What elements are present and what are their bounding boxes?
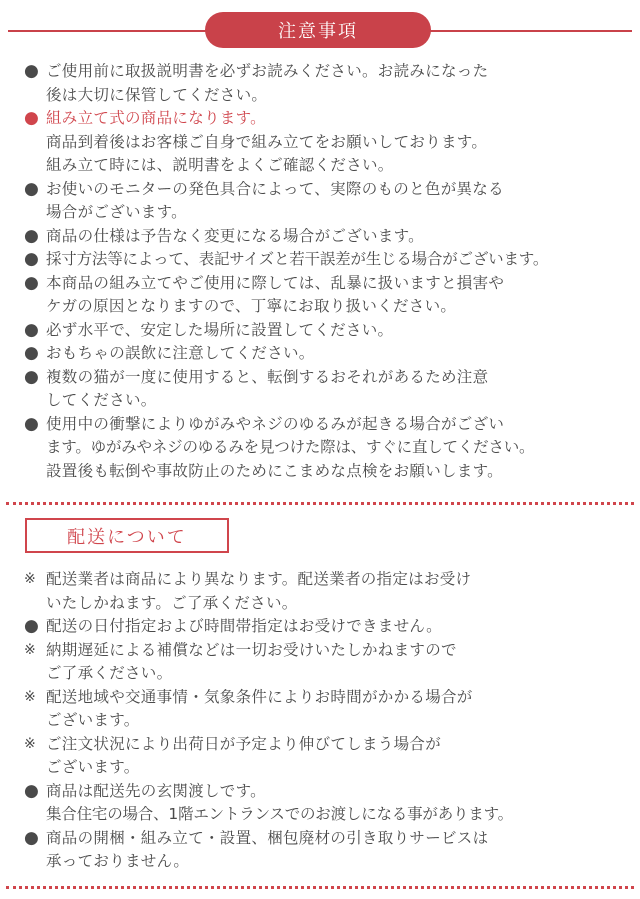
- bullet-icon: ●: [24, 366, 40, 387]
- list-item: ● 使用中の衝撃によりゆがみやネジのゆるみが起きる場合がござい ます。ゆがみやネジのゆるみを見つけた際は、すぐに直してください。 設置後も転倒や事故防止のためにこまめな点検をお願いします。: [24, 413, 535, 480]
- list-item: ● お使いのモニターの発色具合によって、実際のものと色が異なる 場合がございます。: [24, 178, 504, 221]
- list-item: ※ 配送地域や交通事情・気象条件によりお時間がかかる場合が ございます。: [24, 687, 473, 729]
- bullet-icon: ●: [24, 225, 40, 246]
- note-icon: ※: [24, 641, 37, 658]
- list-item: ● 本商品の組み立てやご使用に際しては、乱暴に扱いますと損害や ケガの原因となりますので、丁寧にお取り扱いください。: [24, 272, 505, 315]
- bullet-icon: ●: [24, 616, 40, 636]
- list-item: ● おもちゃの誤飲に注意してください。: [24, 342, 624, 366]
- bullet-icon: ●: [24, 272, 40, 293]
- bullet-icon: ●: [24, 108, 40, 128]
- bullet-icon: ●: [24, 827, 40, 848]
- shipping-list: [24, 568, 624, 874]
- list-item: ● ご使用前に取扱説明書を必ずお読みください。お読みになった 後は大切に保管してください。: [24, 61, 489, 104]
- list-item: ● 商品の仕様は予告なく変更になる場合がございます。: [24, 225, 624, 249]
- list-item: ● 必ず水平で、安定した場所に設置してください。: [24, 319, 624, 343]
- page-title: 注意事項: [205, 12, 431, 48]
- list-item-highlight: ● 組み立て式の商品になります。 商品到着後はお客様ご自身で組み立てをお願いしております。 組み立て時には、説明書をよくご確認ください。: [24, 107, 624, 178]
- bullet-icon: ●: [24, 249, 40, 269]
- shipping-section-title: 配送について: [25, 518, 229, 553]
- note-icon: ※: [24, 688, 37, 705]
- bullet-icon: ●: [24, 413, 40, 434]
- list-item: ※ 配送業者は商品により異なります。配送業者の指定はお受け いたしかねます。ご了承ください。: [24, 570, 472, 612]
- bullet-icon: ●: [24, 61, 40, 81]
- list-item: ● 商品は配送先の玄関渡しです。 集合住宅の場合、1階エントランスでのお渡しになる事があります。: [24, 780, 513, 823]
- dotted-divider: [6, 502, 634, 505]
- list-item: ● 複数の猫が一度に使用すると、転倒するおそれがあるため注意 してください。: [24, 366, 489, 409]
- list-item: ※ 納期遅延による補償などは一切お受けいたしかねますので ご了承ください。: [24, 640, 457, 682]
- list-item: ● 商品の開梱・組み立て・設置、梱包廃材の引き取りサービスは 承っておりません。: [24, 827, 489, 870]
- dotted-divider: [6, 886, 634, 889]
- bullet-icon: ●: [24, 319, 40, 340]
- list-item: ● 配送の日付指定および時間帯指定はお受けできません。: [24, 615, 624, 639]
- bullet-icon: ●: [24, 178, 40, 199]
- bullet-icon: ●: [24, 780, 40, 801]
- note-icon: ※: [24, 735, 37, 752]
- list-item: ● 採寸方法等によって、表記サイズと若干誤差が生じる場合がございます。: [24, 248, 624, 272]
- list-item: ※ ご注文状況により出荷日が予定より伸びてしまう場合が ございます。: [24, 734, 442, 776]
- caution-list: [24, 60, 624, 483]
- bullet-icon: ●: [24, 343, 40, 363]
- note-icon: ※: [24, 571, 37, 587]
- assembly-notice: 組み立て式の商品になります。: [46, 109, 266, 127]
